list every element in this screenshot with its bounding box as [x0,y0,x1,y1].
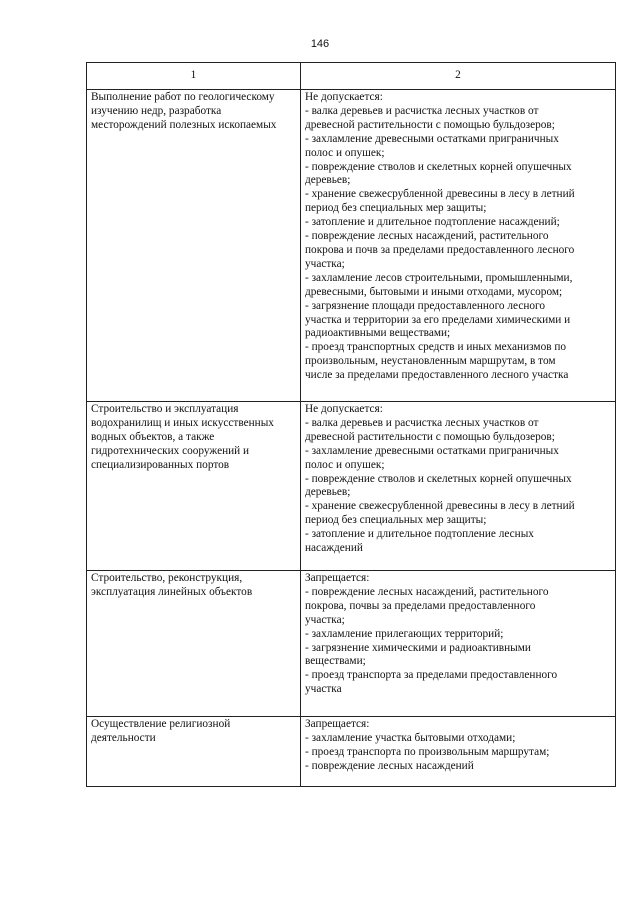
activity-cell [87,402,301,571]
table-row [87,402,616,571]
rule-line: Запрещается: [305,718,370,730]
rule-line: - хранение свежесрубленной древесины в лесу в летний [305,188,575,201]
column-header-1: 1 [87,63,301,90]
rule-line: покрова, почвы за пределами предоставленного [305,599,536,612]
rule-line: период без специальных мер защиты; [305,514,487,527]
rule-line: - хранение свежесрубленной древесины в лесу в летний [305,500,575,513]
activity-cell [87,90,301,402]
rules-cell [301,90,616,402]
rule-line: - повреждение лесных насаждений [305,759,474,772]
rule-line: участка [305,683,342,696]
rule-line: Запрещается: [305,572,370,584]
rule-line: период без специальных мер защиты; [305,202,487,215]
rule-line: полос и опушек; [305,458,385,471]
table-header-row [87,63,616,90]
rule-line: - захламление участка бытовыми отходами; [305,731,516,744]
rule-line: - повреждение лесных насаждений, растительного [305,230,549,243]
rule-line: деревьев; [305,174,351,187]
rule-line: - валка деревьев и расчистка лесных участков от [305,416,539,429]
rule-line: произвольным, неустановленным маршрутам, в том [305,355,556,368]
rule-line: - проезд транспорта по произвольным маршрутам; [305,745,550,758]
rules-cell [301,571,616,717]
rule-line: веществами; [305,655,366,668]
rule-line: - затопление и длительное подтопление лесных [305,528,534,541]
column-header-2: 2 [301,63,616,90]
rule-line: - загрязнение химическими и радиоактивными [305,641,531,654]
rule-line: - повреждение стволов и скелетных корней опушечных [305,472,572,485]
rule-line: участка; [305,613,345,626]
rule-line: древесной растительности с помощью бульдозеров; [305,430,555,443]
activity-cell [87,571,301,717]
rule-line: - повреждение стволов и скелетных корней опушечных [305,160,572,173]
rule-line: - захламление прилегающих территорий; [305,627,504,640]
rule-line: насаждений [305,542,363,555]
rule-line: деревьев; [305,486,351,499]
activity-text: Выполнение работ по геологическому изучению недр, разработка месторождений полезных ископаемых [91,91,277,131]
page-number: 146 [310,38,330,50]
activity-text: Строительство и эксплуатация водохранилищ и иных искусственных водных объектов, а также гидротехнических сооружений и специализированных портов [91,403,274,471]
activity-text: Осуществление религиозной деятельности [91,718,231,744]
rule-line: - валка деревьев и расчистка лесных участков от [305,104,539,117]
rule-line: участка и территории за его пределами химическими и [305,313,571,326]
rule-line: полос и опушек; [305,146,385,159]
rules-cell [301,717,616,787]
rule-line: радиоактивными веществами; [305,327,451,340]
rule-line: - захламление древесными остатками приграничных [305,132,559,145]
rule-line: участка; [305,257,345,270]
rule-line: - проезд транспортных средств и иных механизмов по [305,341,567,354]
table-row [87,90,616,402]
regulations-table [86,62,616,787]
rule-line: - захламление лесов строительными, промышленными, [305,271,573,284]
rule-line: - затопление и длительное подтопление насаждений; [305,216,560,229]
rule-line: - захламление древесными остатками приграничных [305,444,559,457]
table-row [87,571,616,717]
rule-line: древесной растительности с помощью бульдозеров; [305,118,555,131]
rule-line: Не допускается: [305,91,383,103]
activity-cell [87,717,301,787]
rule-line: Не допускается: [305,403,383,415]
rule-line: древесными, бытовыми и иными отходами, мусором; [305,285,563,298]
rule-line: - загрязнение площади предоставленного лесного [305,299,546,312]
table-row [87,717,616,787]
rule-line: - проезд транспорта за пределами предоставленного [305,669,558,682]
rule-line: покрова и почв за пределами предоставленного лесного [305,243,575,256]
rules-cell [301,402,616,571]
rule-line: - повреждение лесных насаждений, растительного [305,585,549,598]
rule-line: числе за пределами предоставленного лесного участка [305,369,569,382]
activity-text: Строительство, реконструкция, эксплуатация линейных объектов [91,572,253,598]
